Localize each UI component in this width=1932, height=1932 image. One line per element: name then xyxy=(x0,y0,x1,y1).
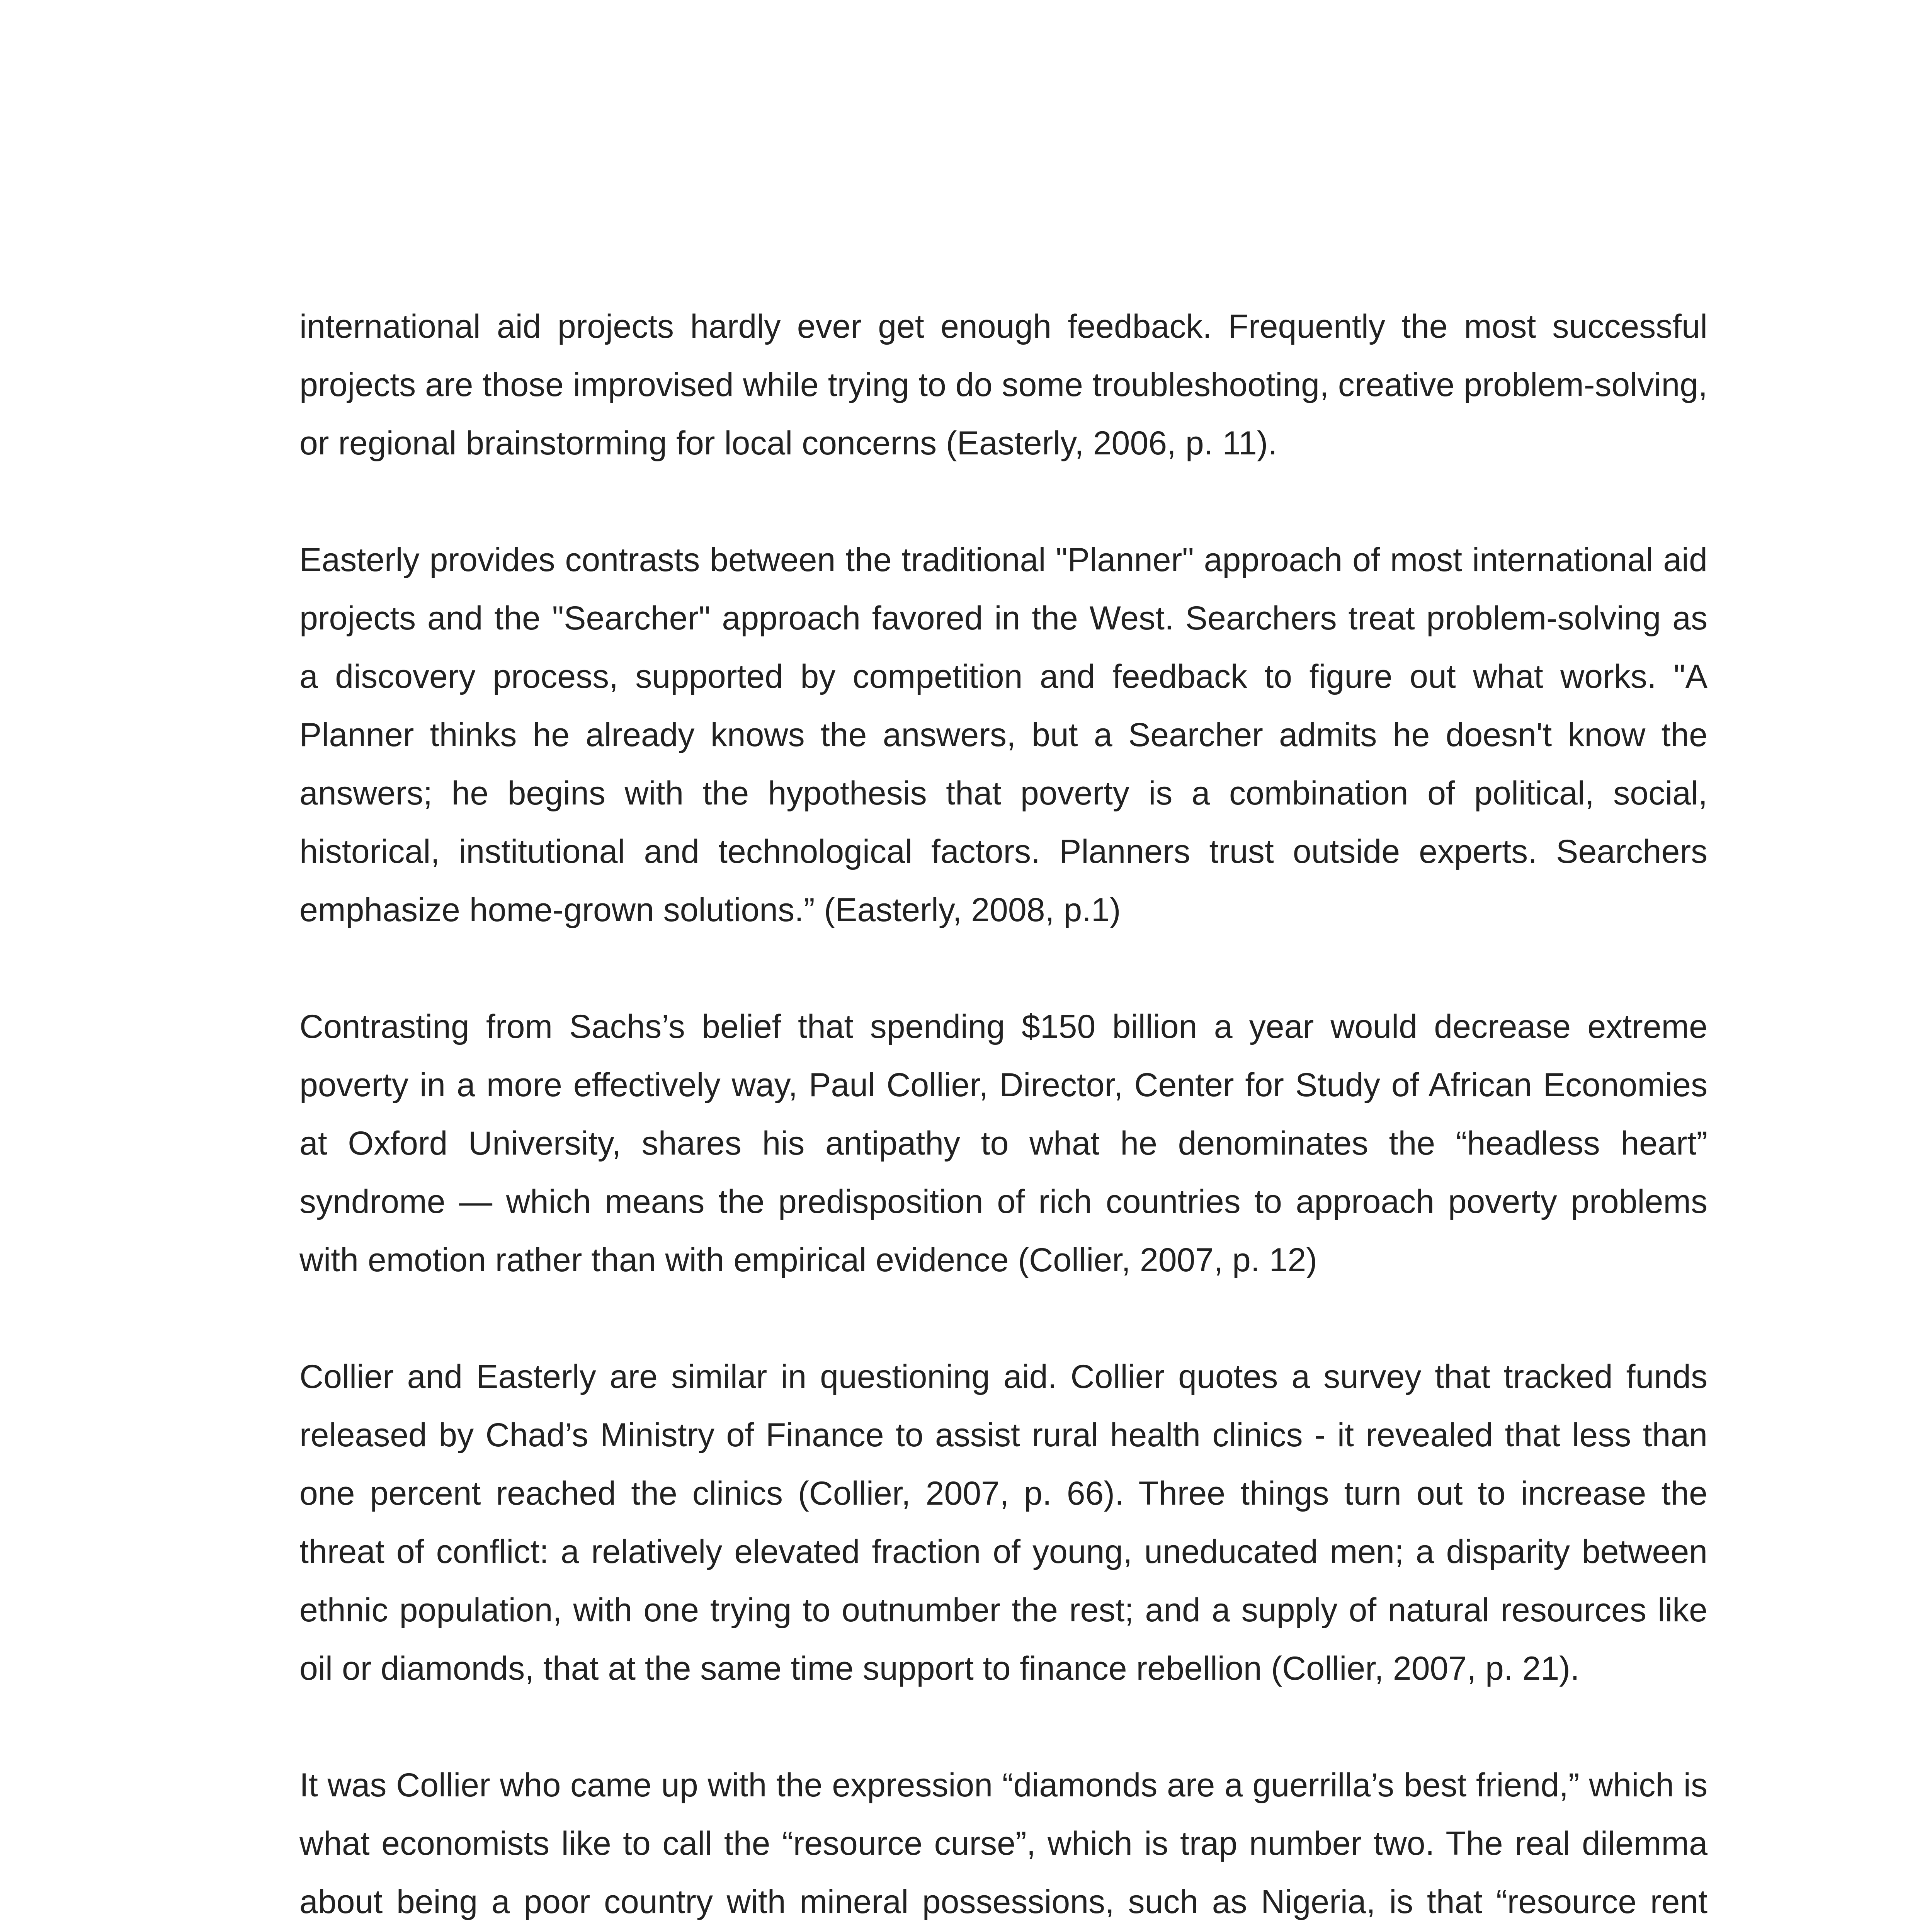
paragraph-3: Contrasting from Sachs’s belief that spending $150 billion a year would decrease extreme poverty in a more effectively way, Paul Collier, Director, Center for Study of African Economies at Oxford University, shares his antipathy to what he denominates the “headless heart” syndrome — which means the predisposition of rich countries to approach poverty problems with emotion rather than with empirical evidence (Collier, 2007, p. 12) xyxy=(299,1008,1708,1279)
paragraph-1: international aid projects hardly ever get enough feedback. Frequently the most successful projects are those improvised while trying to do some troubleshooting, creative problem-solving, or regional brainstorming for local concerns (Easterly, 2006, p. 11). xyxy=(299,308,1708,462)
paragraph-2: Easterly provides contrasts between the traditional "Planner" approach of most international aid projects and the "Searcher" approach favored in the West. Searchers treat problem-solving as a discovery process, supported by competition and feedback to figure out what works. "A Planner thinks he already knows the answers, but a Searcher admits he doesn't know the answers; he begins with the hypothesis that poverty is a combination of political, social, historical, institutional and technological factors. Planners trust outside experts. Searchers emphasize home-grown solutions.” (Easterly, 2008, p.1) xyxy=(299,541,1708,929)
body-text xyxy=(299,298,1708,1932)
paragraph-5: It was Collier who came up with the expression “diamonds are a guerrilla’s best friend,” which is what economists like to call the “resource curse”, which is trap number two. The real dilemma about being a poor country with mineral possessions, such as Nigeria, is that “resource rent xyxy=(299,1767,1708,1920)
paragraph-4: Collier and Easterly are similar in questioning aid. Collier quotes a survey that tracked funds released by Chad’s Ministry of Finance to assist rural health clinics - it revealed that less than one percent reached the clinics (Collier, 2007, p. 66). Three things turn out to increase the threat of conflict: a relatively elevated fraction of young, uneducated men; a disparity between ethnic population, with one trying to outnumber the rest; and a supply of natural resources like oil or diamonds, that at the same time support to finance rebellion (Collier, 2007, p. 21). xyxy=(299,1358,1708,1687)
